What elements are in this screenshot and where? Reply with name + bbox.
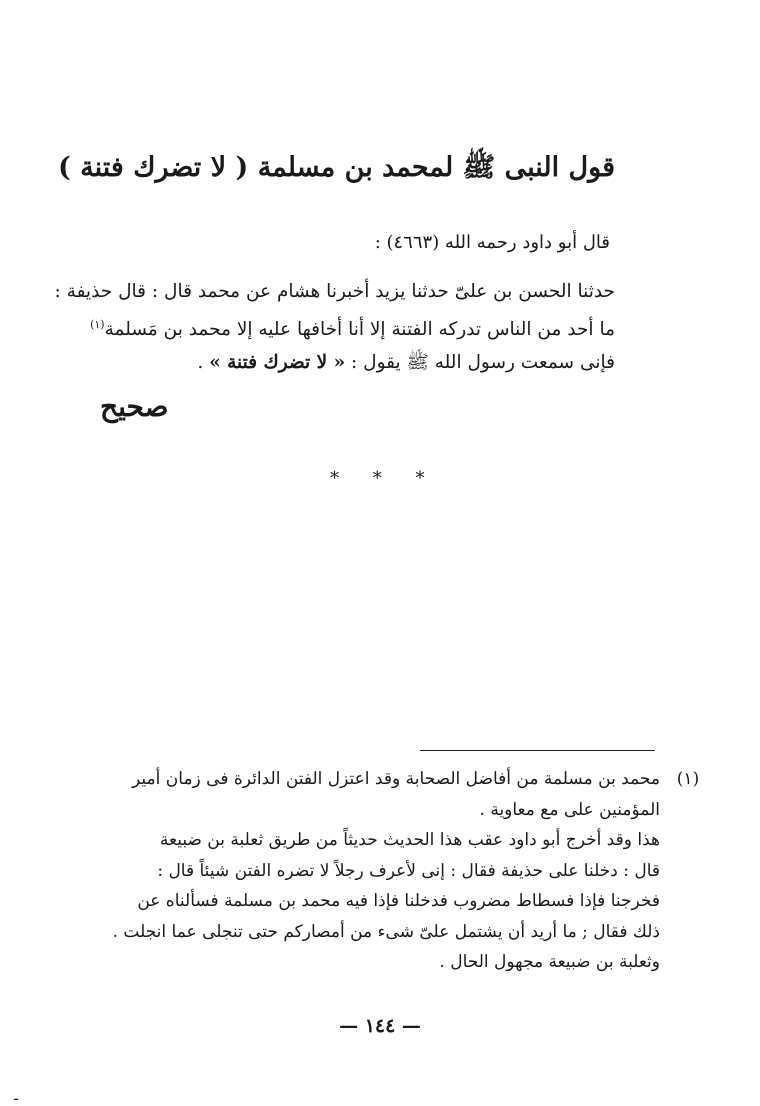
footnote-line-5: فخرجنا فإذا فسطاط مضروب فدخلنا فإذا فيه محمد بن مسلمة فسألناه عن: [137, 891, 660, 911]
hadith-quote: « لا تضرك فتنة »: [209, 352, 346, 374]
hadith-line-3-end: .: [197, 352, 204, 374]
footnote-line-7: وثعلبة بن ضبيعة مجهول الحال .: [439, 952, 660, 972]
footnote-divider: [420, 750, 655, 751]
hadith-line-1: حدثنا الحسن بن علىّ حدثنا يزيد أخبرنا هشام عن محمد قال : قال حذيفة :: [54, 281, 615, 302]
footnote-line-1: محمد بن مسلمة من أفاضل الصحابة وقد اعتزل الفتن الدائرة فى زمان أمير: [132, 769, 660, 789]
footnote: [60, 764, 700, 978]
page-number: — ١٤٤ —: [339, 1015, 421, 1037]
source-intro: قال أبو داود رحمه الله (٤٦٦٣) :: [374, 232, 610, 253]
hadith-line-3: [85, 346, 615, 379]
footnote-line-2: المؤمنين على مع معاوية .: [479, 799, 660, 820]
footnote-reference: (١): [90, 318, 105, 331]
hadith-line-3-start: فإنى سمعت رسول الله ﷺ يقول :: [351, 352, 615, 374]
hadith-grade: صحيح: [100, 390, 169, 423]
footnote-line-4: قال : دخلنا على حذيفة فقال : إنى لأعرف رجلاً لا تضره الفتن شيئاً قال :: [157, 860, 660, 881]
footnote-marker: (١): [676, 769, 700, 789]
footnote-line-6: ذلك فقال ; ما أريد أن يشتمل علىّ شىء من أمصاركم حتى تنجلى عما انجلت .: [112, 921, 660, 942]
hadith-line-2: [85, 308, 615, 346]
section-separator: * * *: [330, 468, 439, 489]
hadith-text: [54, 275, 615, 379]
corner-mark: ـ: [14, 1088, 19, 1104]
hadith-line-2-text: ما أحد من الناس تدركه الفتنة إلا أنا أخافها عليه إلا محمد بن مَسلمة: [104, 319, 615, 341]
footnote-line-3: هذا وقد أخرج أبو داود عقب هذا الحديث حديثاً من طريق ثعلبة بن ضبيعة: [159, 830, 660, 850]
page-title: قول النبى ﷺ لمحمد بن مسلمة ( لا تضرك فتنة ): [57, 152, 615, 183]
